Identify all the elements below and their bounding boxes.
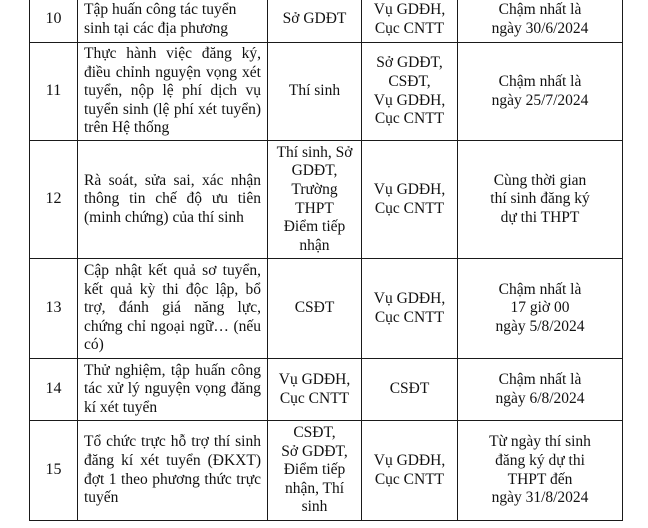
row-number: 15	[30, 421, 78, 521]
coordinating-unit: Vụ GDĐH, Cục CNTT	[362, 259, 458, 359]
lead-unit: Thí sinh	[268, 43, 362, 141]
lead-unit: Vụ GDĐH, Cục CNTT	[268, 359, 362, 421]
schedule-table	[29, 0, 623, 521]
task-description: Thử nghiệm, tập huấn công tác xử lý nguyện vọng đăng kí xét tuyển	[78, 359, 268, 421]
table-row	[30, 0, 623, 43]
table-row	[30, 141, 623, 259]
lead-unit: CSĐT, Sở GDĐT, Điểm tiếp nhận, Thí sinh	[268, 421, 362, 521]
deadline: Cùng thời gian thí sinh đăng ký dự thi THPT	[458, 141, 623, 259]
lead-unit: Sở GDĐT	[268, 0, 362, 43]
task-description: Cập nhật kết quả sơ tuyển, kết quả kỳ thi độc lập, bổ trợ, đánh giá năng lực, chứng chỉ ngoại ngữ… (nếu có)	[78, 259, 268, 359]
task-description: Tổ chức trực hỗ trợ thí sinh đăng kí xét tuyển (ĐKXT) đợt 1 theo phương thức trực tuyến	[78, 421, 268, 521]
table-row	[30, 359, 623, 421]
table-row	[30, 43, 623, 141]
coordinating-unit: CSĐT	[362, 359, 458, 421]
row-number: 10	[30, 0, 78, 43]
coordinating-unit: Vụ GDĐH, Cục CNTT	[362, 0, 458, 43]
table-row	[30, 259, 623, 359]
row-number: 14	[30, 359, 78, 421]
deadline: Chậm nhất là ngày 6/8/2024	[458, 359, 623, 421]
coordinating-unit: Vụ GDĐH, Cục CNTT	[362, 141, 458, 259]
deadline: Chậm nhất là ngày 25/7/2024	[458, 43, 623, 141]
coordinating-unit: Vụ GDĐH, Cục CNTT	[362, 421, 458, 521]
row-number: 13	[30, 259, 78, 359]
task-description: Rà soát, sửa sai, xác nhận thông tin chế độ ưu tiên (minh chứng) của thí sinh	[78, 141, 268, 259]
row-number: 12	[30, 141, 78, 259]
coordinating-unit: Sở GDĐT, CSĐT, Vụ GDĐH, Cục CNTT	[362, 43, 458, 141]
row-number: 11	[30, 43, 78, 141]
deadline: Từ ngày thí sinh đăng ký dự thi THPT đến ngày 31/8/2024	[458, 421, 623, 521]
task-description: Thực hành việc đăng ký, điều chỉnh nguyện vọng xét tuyển, nộp lệ phí dịch vụ tuyển sinh (lệ phí xét tuyển) trên Hệ thống	[78, 43, 268, 141]
task-description: Tập huấn công tác tuyển sinh tại các địa phương	[78, 0, 268, 43]
deadline: Chậm nhất là 17 giờ 00 ngày 5/8/2024	[458, 259, 623, 359]
deadline: Chậm nhất là ngày 30/6/2024	[458, 0, 623, 43]
lead-unit: Thí sinh, Sở GDĐT, Trường THPT Điểm tiếp nhận	[268, 141, 362, 259]
table-row	[30, 421, 623, 521]
lead-unit: CSĐT	[268, 259, 362, 359]
